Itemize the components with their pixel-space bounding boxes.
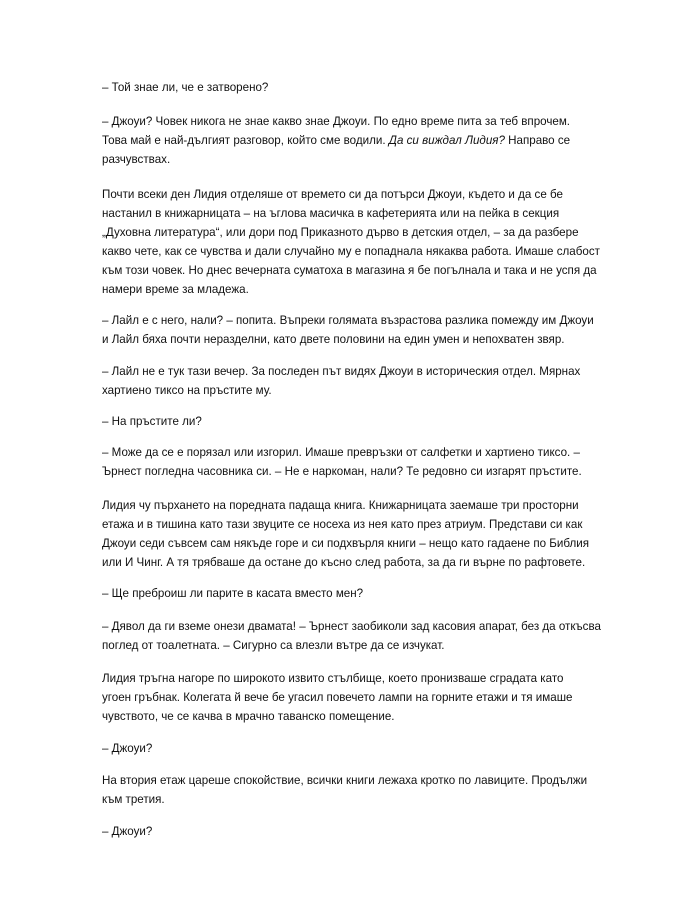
text-line: намери време за младежа. [102,283,249,296]
text-line: Ърнест погледна часовника си. – Не е наркоман, нали? Те редовно си изгарят пръстите. [102,465,582,478]
paragraph-7 [102,443,602,481]
text-line: Почти всеки ден Лидия отделяше от времето си да потърси Джоуи, където и да се бе [102,188,563,201]
paragraph-3 [102,185,602,299]
italic-quote: Да си виждал Лидия? [388,134,505,147]
paragraph-10 [102,617,602,655]
text-line: – Джоуи? [102,742,153,755]
paragraph-1 [102,78,602,97]
paragraph-2 [102,112,602,169]
paragraph-9 [102,584,602,603]
text-line: – Лайл е с него, нали? – попита. Въпреки голямата възрастова разлика помежду им Джоуи [102,314,594,327]
text-line: – Лайл не е тук тази вечер. За последен път видях Джоуи в историческия отдел. Мярнах [102,365,581,378]
text-line: хартиено тиксо на пръстите му. [102,384,272,397]
text-line: – Джоуи? [102,825,153,838]
paragraph-13 [102,771,602,809]
text-line: какво чете, как се чувства и дали случайно му е попаднала някаква работа. Имаше слабост [102,245,600,258]
text-line: На втория етаж цареше спокойствие, всички книги лежаха кротко по лавиците. Продължи [102,774,588,787]
text-line: – Джоуи? Човек никога не знае какво знае Джоуи. По едно време пита за теб впрочем. [102,115,571,128]
text-line: етажа и в тишина като тази звуците се носеха из нея като през атриум. Представи си как [102,518,583,531]
paragraph-6 [102,412,602,431]
paragraph-11 [102,669,602,726]
text-line: към третия. [102,793,165,806]
text-line: – Може да се е порязал или изгорил. Имаше превръзки от салфетки и хартиено тиксо. – [102,446,580,459]
text-line: – Той знае ли, че е затворено? [102,81,269,94]
paragraph-12 [102,739,602,758]
text-line: и Лайл бяха почти неразделни, като двете половини на един умен и непохватен звяр. [102,333,565,346]
text-line: Джоуи седи съвсем сам някъде горе и си подхвърля книги – нещо като гадаене по Библия [102,537,590,550]
text-line: към този човек. Но днес вечерната суматоха в магазина я бе погълнала и така и не успя да [102,264,597,277]
text-line: Лидия чу пърхането на поредната падаща книга. Книжарницата заемаше три просторни [102,499,579,512]
text-line: – На пръстите ли? [102,415,202,428]
text-line: – Ще преброиш ли парите в касата вместо мен? [102,587,364,600]
text-line: настанил в книжарницата – на ъглова масичка в кафетерията или на пейка в секция [102,207,560,220]
paragraph-4 [102,311,602,349]
text-line: или И Чинг. А тя трябваше да остане до късно след работа, за да ги върне по рафтовете. [102,556,586,569]
text-run: Това май е най-дългият разговор, който сме водили. [102,134,386,147]
text-line: „Духовна литература“, или дори под Приказното дърво в детския отдел, – за да разбере [102,226,579,239]
text-line: чувството, че се качва в мрачно таванско помещение. [102,710,395,723]
text-line: угоен гръбнак. Колегата й вече бе угасил повечето лампи на горните етажи и тя имаше [102,691,573,704]
text-line: поглед от тоалетната. – Сигурно са влезли вътре да се изчукат. [102,639,445,652]
text-line-with-italic [102,131,602,150]
text-line: Лидия тръгна нагоре по широкото извито стълбище, което пронизваше сградата като [102,672,564,685]
text-line: разчувствах. [102,153,171,166]
paragraph-8 [102,496,602,572]
paragraph-14 [102,822,602,841]
text-line: – Дявол да ги вземе онези двамата! – Ърнест заобиколи зад касовия апарат, без да откъсва [102,620,601,633]
text-run: Направо се [504,134,571,147]
paragraph-5 [102,362,602,400]
